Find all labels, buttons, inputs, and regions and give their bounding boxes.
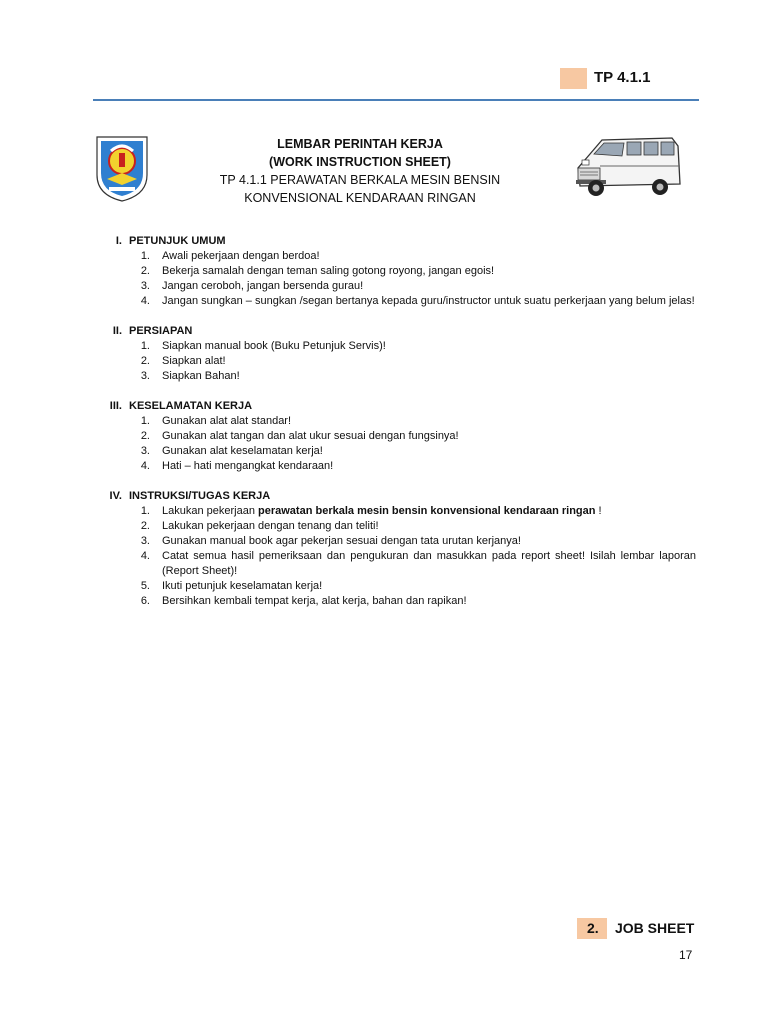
list-item: 2. Siapkan alat! [140,355,226,367]
section-heading [100,234,696,249]
section-heading [100,489,696,504]
title-line-2: (WORK INSTRUCTION SHEET) [269,155,451,169]
title-line-4: KONVENSIONAL KENDARAAN RINGAN [244,191,476,205]
list-item: 3. Siapkan Bahan! [140,370,240,382]
van-icon [572,132,686,204]
section-number: III. [109,400,122,412]
list-item: 3. Gunakan manual book agar pekerjan sesuai dengan tata urutan kerjanya! [140,535,521,547]
list-item: 2. Lakukan pekerjaan dengan tenang dan teliti! [140,520,379,532]
list-item: 5. Ikuti petunjuk keselamatan kerja! [140,580,323,592]
list-item: 1. Siapkan manual book (Buku Petunjuk Servis)! [140,340,386,352]
instruction-sections [100,234,696,624]
title-line-3: TP 4.1.1 PERAWATAN BERKALA MESIN BENSIN [219,173,501,187]
list-item: 1. Awali pekerjaan dengan berdoa! [140,250,320,262]
section-title: PERSIAPAN [129,325,193,337]
list-item: 3. Gunakan alat keselamatan kerja! [140,445,323,457]
section-title: INSTRUKSI/TUGAS KERJA [129,490,271,502]
document-title [170,135,550,207]
page-number: 17 [679,948,693,962]
list-item: 6. Bersihkan kembali tempat kerja, alat kerja, bahan dan rapikan! [140,595,467,607]
title-line-1: LEMBAR PERINTAH KERJA [277,137,443,151]
document-code: TP 4.1.1 [594,69,651,86]
list-item: 4. Catat semua hasil pemeriksaan dan pengukuran dan masukkan pada report sheet! Isilah lembar laporan (Report Sheet)! [140,550,696,577]
section-heading [100,324,696,339]
header-rule [93,99,699,101]
header-accent-swatch [560,68,587,89]
list-item: 3. Jangan ceroboh, jangan bersenda gurau! [140,280,364,292]
list-item: 1. Lakukan pekerjaan perawatan berkala mesin bensin konvensional kendaraan ringan ! [140,505,602,517]
section-keselamatan-kerja [100,399,696,474]
list-item: 1. Gunakan alat alat standar! [140,415,292,427]
list-item: 4. Jangan sungkan – sungkan /segan bertanya kepada guru/instructor untuk suatu perkerjaan yang belum jelas! [140,295,695,307]
footer-section-number: 2. [587,920,599,936]
section-number: IV. [109,490,122,502]
section-petunjuk-umum [100,234,696,309]
section-instruksi-tugas-kerja [100,489,696,609]
section-title: PETUNJUK UMUM [129,235,226,247]
footer-label: JOB SHEET [615,920,695,936]
section-number: I. [115,235,122,247]
section-title: KESELAMATAN KERJA [129,400,253,412]
section-persiapan [100,324,696,384]
section-heading [100,399,696,414]
list-item: 2. Bekerja samalah dengan teman saling gotong royong, jangan egois! [140,265,495,277]
list-item: 4. Hati – hati mengangkat kendaraan! [140,460,334,472]
school-emblem-icon [93,133,151,203]
list-item: 2. Gunakan alat tangan dan alat ukur sesuai dengan fungsinya! [140,430,459,442]
section-number: II. [112,325,122,337]
